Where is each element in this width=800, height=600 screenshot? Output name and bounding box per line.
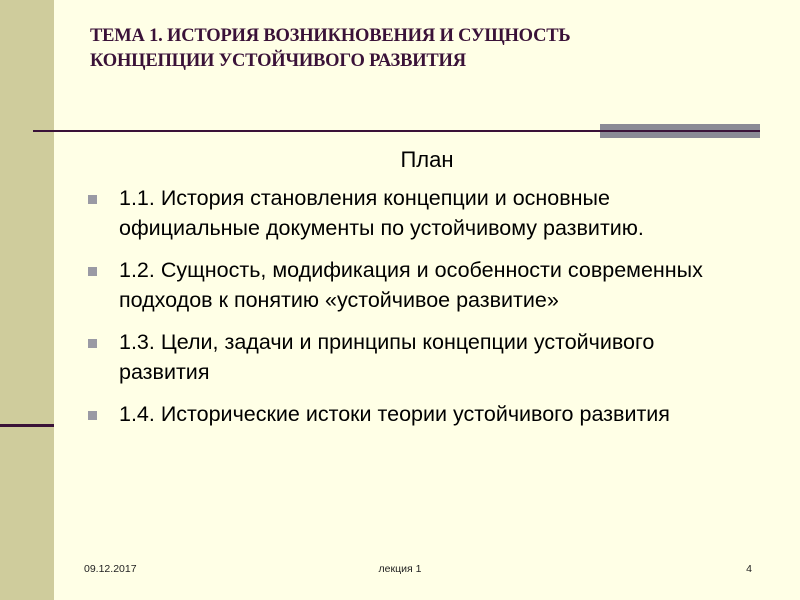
slide-title [90, 24, 770, 74]
list-item [88, 399, 748, 429]
square-bullet-icon [88, 339, 97, 348]
square-bullet-icon [88, 195, 97, 204]
divider-accent-line [600, 130, 760, 132]
list-item [88, 255, 748, 315]
list-item-text: 1.1. История становления концепции и основные официальные документы по устойчивому развитию. [119, 186, 644, 240]
left-decor-strip [0, 0, 54, 600]
list-item-text: 1.2. Сущность, модификация и особенности современных подходов к понятию «устойчивое развитие» [119, 258, 703, 312]
square-bullet-icon [88, 267, 97, 276]
square-bullet-icon [88, 411, 97, 420]
plan-heading: План [400, 147, 454, 172]
slide-title-line2: КОНЦЕПЦИИ УСТОЙЧИВОГО РАЗВИТИЯ [90, 51, 466, 71]
list-item-text: 1.4. Исторические истоки теории устойчивого развития [119, 402, 670, 426]
list-item-text: 1.3. Цели, задачи и принципы концепции устойчивого развития [119, 330, 655, 384]
list-item [88, 183, 748, 243]
footer-center-text: лекция 1 [378, 563, 422, 575]
list-item [88, 327, 748, 387]
slide-title-line1: ТЕМА 1. ИСТОРИЯ ВОЗНИКНОВЕНИЯ И СУЩНОСТЬ [90, 26, 571, 46]
plan-heading-row [0, 146, 800, 174]
left-strip-marker [0, 424, 54, 427]
page-number: 4 [746, 563, 752, 575]
footer-date: 09.12.2017 [84, 563, 137, 575]
plan-list [88, 183, 748, 441]
